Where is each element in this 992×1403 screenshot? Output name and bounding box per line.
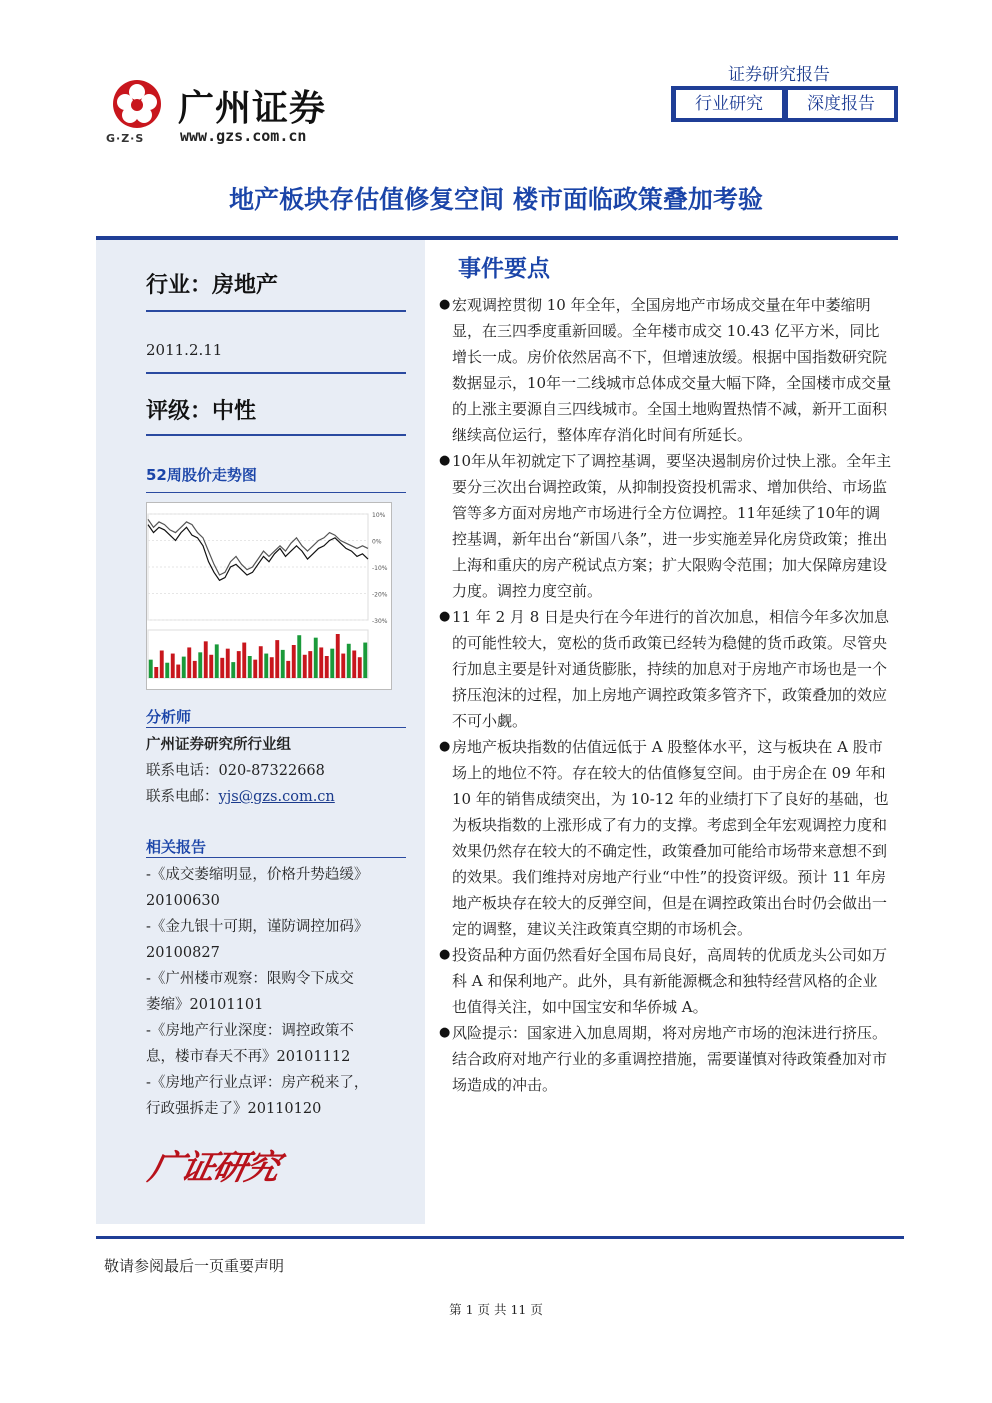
volume-bar [303, 655, 307, 678]
related-report-line: -《房地产行业点评：房产税来了， [146, 1075, 369, 1091]
volume-bar [319, 647, 323, 678]
volume-bar [149, 660, 153, 678]
stock-price-chart [146, 502, 392, 690]
report-date: 2011.2.11 [146, 341, 223, 359]
volume-bar [347, 644, 351, 678]
chart-tick-label: 0% [372, 538, 382, 546]
volume-bar [253, 660, 257, 678]
report-type: 证券研究报告 [728, 65, 830, 85]
volume-bar [341, 654, 345, 678]
volume-bar [215, 644, 219, 678]
volume-bar [264, 654, 268, 678]
event-point-text: 风险提示：国家进入加息周期，将对房地产市场的泡沫进行挤压。结合政府对地产行业的多重调控措施，需要谨慎对待政策叠加对市场造成的冲击。 [452, 1024, 888, 1094]
chart-tick-label: -30% [372, 618, 388, 625]
event-point [439, 448, 892, 604]
bullet-icon: ● [439, 609, 451, 624]
gzs-research-stamp: 广证研究 [145, 1148, 282, 1188]
volume-bar [330, 649, 334, 678]
event-point [439, 734, 892, 942]
event-point-text: 10年从年初就定下了调控基调，要坚决遏制房价过快上涨。全年主要分三次出台调控政策，从抑制投资投机需求、增加供给、市场监管等多方面对房地产市场进行全方位调控。11年延续了10年的调控基调，新年出台“新国八条”，进一步实施差异化房贷政策；推出上海和重庆的房产税试点方案；扩大限购令范围；加大保障房建设力度。调控力度空前。 [452, 452, 892, 600]
related-report-line: 行政强拆走了》20110120 [146, 1101, 322, 1117]
divider [146, 372, 406, 374]
gzs-logo-icon [104, 78, 170, 130]
volume-bar [187, 647, 191, 678]
chart-title: 52周股价走势图 [146, 466, 257, 484]
chart-tick-label: 10% [372, 512, 386, 519]
volume-bar [292, 645, 296, 678]
event-point-text: 投资品种方面仍然看好全国布局良好，高周转的优质龙头公司如万科 A 和保利地产。此外，具有新能源概念和独特经营风格的企业也值得关注，如中国宝安和华侨城 A。 [452, 946, 888, 1016]
page-title: 地产板块存估值修复空间 楼市面临政策叠加考验 [229, 185, 763, 214]
volume-bar [204, 641, 208, 678]
related-report-line: -《金九银十可期，谨防调控加码》 [146, 919, 369, 935]
company-url[interactable]: www.gzs.com.cn [180, 127, 307, 145]
related-report-line: 20100827 [146, 945, 220, 961]
related-report-line: -《房地产行业深度：调控政策不 [146, 1023, 354, 1039]
volume-bar [193, 661, 197, 678]
volume-bar [220, 658, 224, 678]
bullet-icon: ● [439, 739, 451, 754]
volume-bar [198, 652, 202, 678]
volume-bar [165, 663, 169, 678]
chart-tick-label: -20% [372, 591, 388, 599]
divider [146, 857, 406, 858]
rating-label: 评级：中性 [146, 399, 257, 424]
chart-tick-label: -10% [372, 565, 388, 572]
volume-bar [352, 651, 356, 679]
volume-bar [314, 638, 318, 678]
volume-bar [281, 650, 285, 678]
event-points [439, 292, 892, 1098]
volume-bar [182, 657, 186, 678]
analyst-group: 广州证券研究所行业组 [146, 737, 291, 753]
volume-bar [231, 662, 235, 678]
divider [146, 492, 406, 493]
volume-bar [237, 651, 241, 678]
event-point [439, 292, 892, 448]
section-heading: 事件要点 [458, 256, 550, 282]
volume-bar [325, 656, 329, 678]
analyst-phone: 联系电话：020-87322668 [146, 763, 325, 779]
company-name: 广州证券 [178, 88, 327, 129]
tag-industry-research: 行业研究 [676, 90, 782, 118]
related-report-line: 萎缩》20101101 [146, 997, 264, 1013]
volume-bar [242, 643, 246, 678]
page-number: 第 1 页 共 11 页 [449, 1302, 543, 1317]
volume-bar [226, 649, 230, 678]
event-point [439, 604, 892, 734]
volume-bar [270, 657, 274, 678]
divider [96, 1236, 904, 1239]
email-link[interactable]: yjs@gzs.com.cn [218, 789, 335, 805]
related-report-line: -《广州楼市观察：限购令下成交 [146, 971, 354, 987]
volume-bar [248, 656, 252, 678]
related-report-line: -《成交萎缩明显，价格升势趋缓》 [146, 867, 369, 883]
event-point-text: 宏观调控贯彻 10 年全年，全国房地产市场成交量在年中萎缩明显，在三四季度重新回暖。全年楼市成交 10.43 亿平方米，同比增长一成。房价依然居高不下，但增速放缓。根据中国指数研究院数据显示，10年一二线城市总体成交量大幅下降，全国楼市成交量的上涨主要源自三四线城市。全国土地购置热情不减，新开工面积继续高位运行，整体库存消化时间有所延长。 [452, 296, 892, 444]
event-point-text: 11 年 2 月 8 日是央行在今年进行的首次加息，相信今年多次加息的可能性较大，宽松的货币政策已经转为稳健的货币政策。尽管央行加息主要是针对通货膨胀，持续的加息对于房地产市场也是一个挤压泡沫的过程，加上房地产调控政策多管齐下，政策叠加的效应不可小觑。 [452, 608, 890, 730]
divider [146, 310, 406, 312]
volume-bar [259, 646, 263, 678]
email-label: 联系电邮： [146, 789, 219, 805]
volume-bar [297, 635, 301, 678]
bullet-icon: ● [439, 1025, 451, 1040]
volume-bar [363, 643, 367, 678]
related-report-line: 20100630 [146, 893, 220, 909]
volume-bar [176, 665, 180, 678]
industry-label: 行业：房地产 [146, 273, 279, 298]
volume-bar [286, 661, 290, 678]
analyst-heading: 分析师 [146, 708, 192, 726]
disclaimer-note: 敬请参阅最后一页重要声明 [104, 1257, 285, 1275]
event-point-text: 房地产板块指数的估值远低于 A 股整体水平，这与板块在 A 股市场上的地位不符。存在较大的估值修复空间。由于房企在 09 年和 10 年的销售成绩突出，为 10-12 年的业绩打下了良好的基础，也为板块指数的上涨形成了有力的支撑。考虑到全年宏观调控力度和效果仍然存在较大的不确定性，政策叠加可能给市场带来意想不到的效果。我们维持对房地产行业“中性”的投资评级。预计 11 年房地产板块存在较大的反弹空间，但是在调控政策出台时仍会做出一定的调整，建议关注政策真空期的市场机会。 [452, 738, 889, 938]
bullet-icon: ● [439, 947, 451, 962]
divider [146, 434, 406, 436]
tag-depth-report: 深度报告 [788, 90, 894, 118]
divider [146, 727, 406, 728]
related-report-line: 息，楼市春天不再》20101112 [146, 1049, 351, 1065]
volume-bar [154, 667, 158, 678]
related-heading: 相关报告 [146, 838, 207, 856]
related-reports-list [146, 862, 368, 1122]
volume-bar [275, 640, 279, 678]
volume-bar [171, 654, 175, 678]
volume-bar [358, 657, 362, 678]
volume-bar [160, 651, 164, 679]
bullet-icon: ● [439, 297, 451, 312]
analyst-email-row [146, 785, 335, 806]
bullet-icon: ● [439, 453, 451, 468]
volume-bar [336, 634, 340, 678]
volume-bar [209, 655, 213, 678]
event-point [439, 1020, 892, 1098]
company-abbr: G·Z·S [106, 132, 145, 145]
volume-bar [308, 651, 312, 678]
event-point [439, 942, 892, 1020]
